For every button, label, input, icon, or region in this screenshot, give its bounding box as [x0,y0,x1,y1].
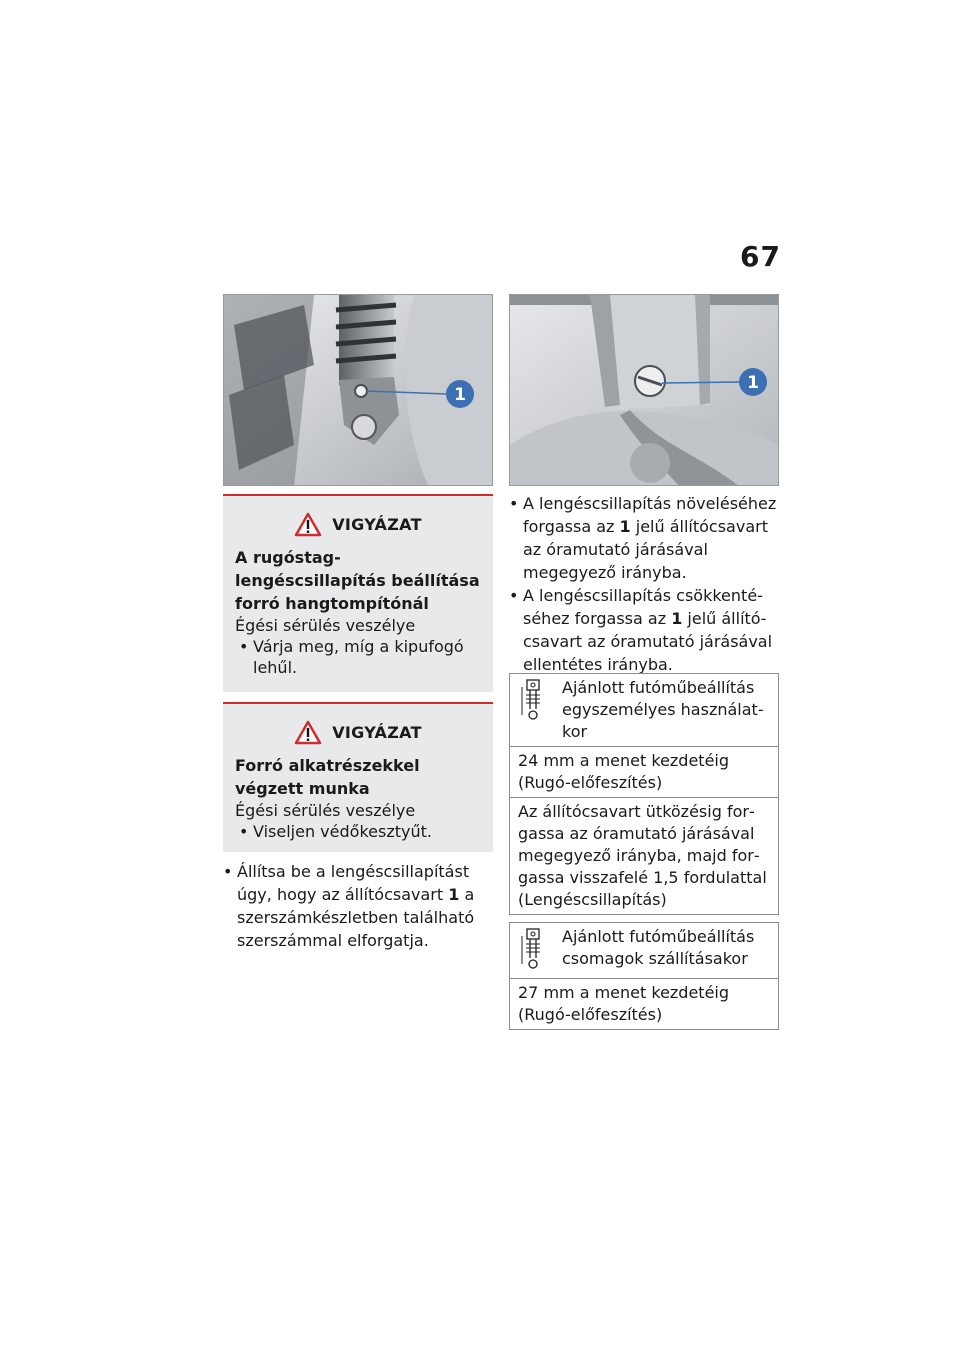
adjusting-screw-photo [509,294,779,486]
warning-heading: A rugóstag-lengéscsillapítás beállítása forró hangtompítónál [235,548,480,613]
warning-triangle-icon [294,720,322,745]
page-number: 67 [740,240,781,273]
bullet-dot: • [509,494,519,513]
suspension-settings-icon [518,926,548,972]
warning-box-hot-parts [223,702,493,852]
spec-table-solo-riding [509,673,779,915]
spec-table-heading: Ajánlott futóműbeállítás egyszemélyes használatkor [510,674,778,747]
spec-table-luggage [509,922,779,1030]
callout-1-right: 1 [747,373,759,393]
warning-heading: Forró alkatrészekkel végzett munka [235,756,420,798]
warning-action: • Várja meg, míg a kipufogó lehűl. [235,636,481,678]
bullet-dot: • [223,862,233,881]
warning-triangle-icon [294,512,322,537]
warning-box-hot-muffler [223,494,493,692]
warning-action: • Viseljen védőkesztyűt. [235,821,481,842]
warning-title: VIGYÁZAT [332,722,422,742]
spec-spring-preload: 24 mm a menet kezdetéig (Rugó-előfeszítés) [510,747,778,798]
shock-absorber-photo [223,294,493,486]
instruction-increase-damping: • A lengéscsillapítás növeléséhez forgassa az 1 jelű állítócsavart az óramutató járásával megegyező irányba. [509,494,777,582]
warning-title: VIGYÁZAT [332,514,422,534]
callout-1-left: 1 [454,385,466,405]
warning-risk: Égési sérülés veszélye [235,616,416,635]
spec-spring-preload: 27 mm a menet kezdetéig (Rugó-előfeszítés) [518,983,730,1024]
instruction-decrease-damping: • A lengéscsillapítás csökkentéséhez forgassa az 1 jelű állítócsavart az óramutató járásával ellentétes irányba. [509,586,773,674]
warning-risk: Égési sérülés veszélye [235,801,416,820]
spec-damping: Az állítócsavart ütközésig forgassa az óramutató járásával megegyező irányba, majd forgassa visszafelé 1,5 fordulattal (Lengéscsillapítás) [518,802,767,909]
bullet-dot: • [509,586,519,605]
suspension-settings-icon [518,677,548,723]
instruction-adjust-damping: • Állítsa be a lengéscsillapítást úgy, hogy az állítócsavart 1 a szerszámkészletben található szerszámmal elforgatja. [223,862,475,950]
spec-table-heading: Ajánlott futóműbeállítás csomagok szállításakor [510,923,778,979]
